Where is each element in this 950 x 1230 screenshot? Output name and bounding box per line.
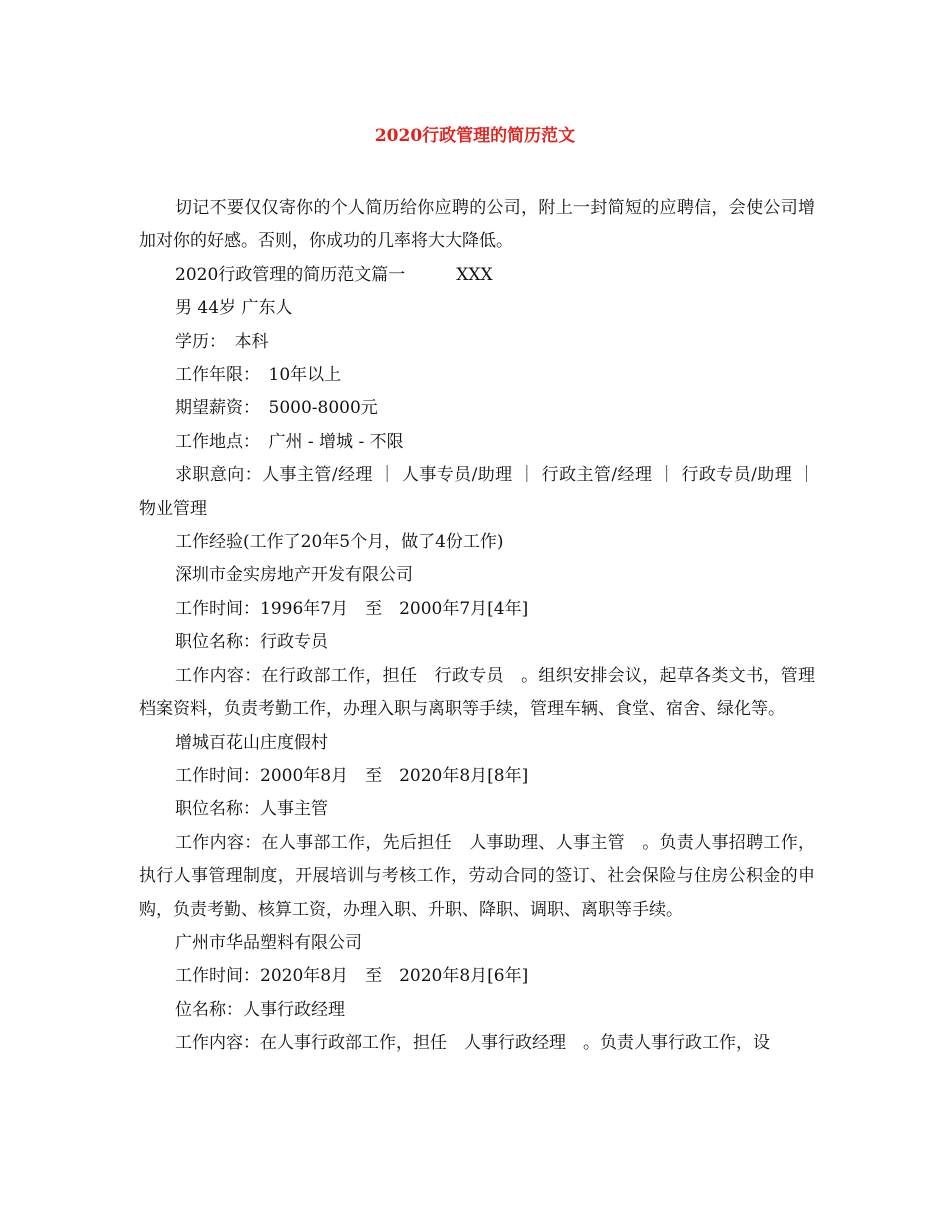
intro-paragraph: 切记不要仅仅寄你的个人简历给你应聘的公司，附上一封简短的应聘信，会使公司增加对你的好感。否则，你成功的几率将大大降低。 xyxy=(139,198,815,252)
job-description: 工作内容：在人事行政部工作，担任 人事行政经理 。负责人事行政工作，设 xyxy=(175,1033,770,1054)
work-period: 工作时间：2020年8月 至 2020年8月[6年] xyxy=(175,966,529,987)
work-years: 工作年限： 10年以上 xyxy=(175,365,342,386)
personal-info: 男 44岁 广东人 xyxy=(175,298,293,319)
position-title: 职位名称：行政专员 xyxy=(175,632,328,653)
document-body xyxy=(139,192,821,1061)
work-period: 工作时间：2000年8月 至 2020年8月[8年] xyxy=(175,765,529,786)
job-description: 工作内容：在人事部工作，先后担任 人事助理、人事主管 。负责人事招聘工作，执行人事管理制度，开展培训与考核工作，劳动合同的签订、社会保险与住房公积金的申购，负责考勤、核算工资，办理入职、升职、降职、调职、离职等手续。 xyxy=(139,832,815,920)
document-title: 2020行政管理的简历范文 xyxy=(374,126,576,146)
company-name: 广州市华品塑料有限公司 xyxy=(175,932,362,953)
job-description: 工作内容：在行政部工作，担任 行政专员 。组织安排会议，起草各类文书，管理档案资料，负责考勤工作，办理入职与离职等手续，管理车辆、食堂、宿舍、绿化等。 xyxy=(139,665,815,720)
job-intention: 求职意向：人事主管/经理 ｜ 人事专员/助理 ｜ 行政主管/经理 ｜ 行政专员/助理 ｜ 物业管理 xyxy=(139,465,821,519)
section-heading: 2020行政管理的简历范文篇一 XXX xyxy=(175,264,493,285)
expected-salary: 期望薪资： 5000-8000元 xyxy=(175,398,378,419)
work-period: 工作时间：1996年7月 至 2000年7月[4年] xyxy=(175,598,529,619)
position-title: 位名称：人事行政经理 xyxy=(175,999,345,1020)
work-location: 工作地点： 广州 - 增城 - 不限 xyxy=(175,431,404,452)
education: 学历： 本科 xyxy=(175,331,269,352)
company-name: 深圳市金实房地产开发有限公司 xyxy=(175,565,413,586)
company-name: 增城百花山庄度假村 xyxy=(175,732,328,753)
work-experience-summary: 工作经验(工作了20年5个月，做了4份工作) xyxy=(175,532,504,553)
position-title: 职位名称：人事主管 xyxy=(175,799,328,820)
